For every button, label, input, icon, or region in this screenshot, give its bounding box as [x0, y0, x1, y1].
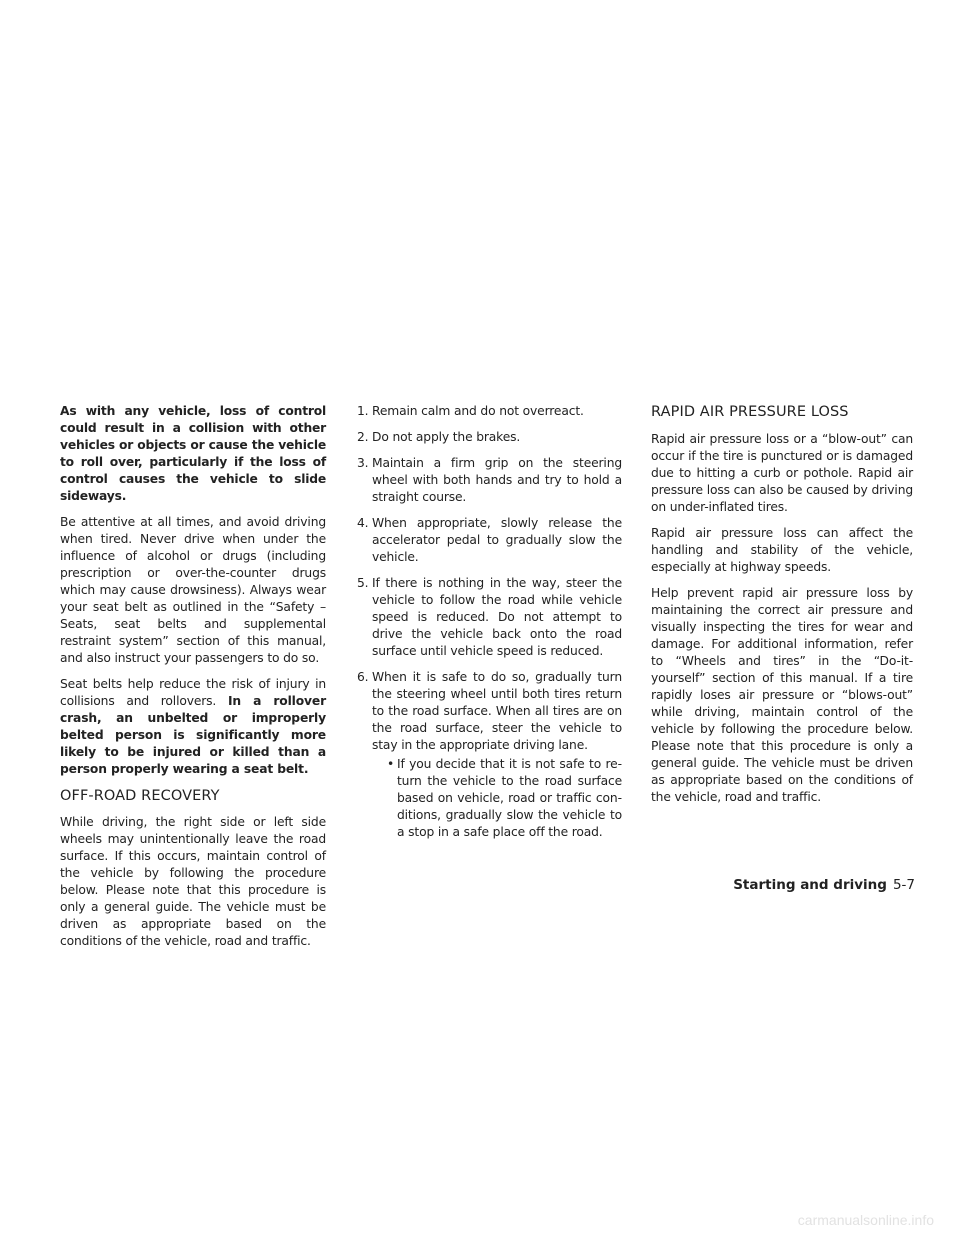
- list-item: [357, 455, 622, 506]
- list-item: [357, 669, 622, 841]
- page-footer: [733, 876, 915, 894]
- step-text: When appropriate, slowly release the accelerator pedal to gradually slow the vehicle.: [372, 516, 622, 564]
- page-number: 5-7: [892, 877, 915, 893]
- list-item: [357, 429, 622, 446]
- bullet-text: If you decide that it is not safe to return the vehicle to the road surface based on vehicle, road or traffic conditions, gradually slow the vehicle to a stop in a safe place off the road.: [397, 757, 622, 839]
- list-item: [357, 575, 622, 660]
- step-text: When it is safe to do so, gradually turn the steering wheel until both tires return to the road surface. When all tires are on the road surface, steer the vehicle to stay in the appropriate driving lane.: [372, 670, 622, 752]
- step-number: 1.: [357, 404, 369, 418]
- seat-belt-paragraph: [60, 676, 326, 778]
- off-road-recovery-paragraph: While driving, the right side or left side wheels may unintentionally leave the road surface. If this occurs, maintain control of the vehicle by following the procedure below. Please note that this procedure is only a general guide. The vehicle must be driven as appropriate based on the conditions of the vehicle, road and traffic.: [60, 815, 326, 948]
- attentive-paragraph: Be attentive at all times, and avoid driving when tired. Never drive when under the influence of alcohol or drugs (including prescription or over-the-counter drugs which may cause drowsiness). Always wear your seat belt as outlined in the “Safety – Seats, seat belts and supplemental restraint system” section of this manual, and also instruct your passengers to do so.: [60, 515, 326, 665]
- bullet-icon: •: [387, 757, 395, 771]
- step-number: 2.: [357, 430, 369, 444]
- watermark-text: carmanualsonline.info: [797, 1212, 934, 1228]
- seat-belt-text: Seat belts help reduce the risk of injury in collisions and rollovers.: [60, 677, 326, 708]
- list-item: [357, 403, 622, 420]
- column-left: [60, 403, 326, 959]
- recovery-steps-list: [357, 403, 622, 841]
- column-right: [651, 403, 913, 815]
- step-text: Maintain a firm grip on the steering wheel with both hands and try to hold a straight course.: [372, 456, 622, 504]
- step-number: 3.: [357, 456, 369, 470]
- section-title: Starting and driving: [733, 877, 887, 893]
- warning-text: As with any vehicle, loss of control could result in a collision with other vehicles or objects or cause the vehicle to roll over, particularly if the loss of control causes the vehicle to slide sideways.: [60, 404, 326, 503]
- prevention-paragraph: Help prevent rapid air pressure loss by maintaining the correct air pressure and visually inspecting the tires for wear and damage. For additional information, refer to “Wheels and tires” in the “Do-it-yourself” section of this manual. If a tire rapidly loses air pressure or “blows-out” while driving, maintain control of the vehicle by following the procedure below. Please note that this procedure is only a general guide. The vehicle must be driven as appropriate based on the conditions of the vehicle, road and traffic.: [651, 586, 913, 804]
- sub-bullet-list: [372, 756, 622, 841]
- list-item: [387, 756, 622, 841]
- handling-paragraph: Rapid air pressure loss can affect the handling and stability of the vehicle, especially at highway speeds.: [651, 526, 913, 574]
- step-number: 6.: [357, 670, 369, 684]
- step-text: If there is nothing in the way, steer the vehicle to follow the road while vehicle speed is reduced. Do not attempt to drive the vehicle back onto the road surface until vehicle speed is reduced.: [372, 576, 622, 658]
- list-item: [357, 515, 622, 566]
- step-text: Do not apply the brakes.: [372, 430, 521, 444]
- step-text: Remain calm and do not overreact.: [372, 404, 584, 418]
- step-number: 5.: [357, 576, 369, 590]
- blowout-paragraph: Rapid air pressure loss or a “blow-out” can occur if the tire is punctured or is damaged due to hitting a curb or pothole. Rapid air pressure loss can also be caused by driving on under-inflated tires.: [651, 432, 913, 514]
- rollover-warning-text: In a rollover crash, an unbelted or improperly belted person is significantly more likely to be injured or killed than a person properly wearing a seat belt.: [60, 694, 326, 776]
- off-road-recovery-heading: OFF-ROAD RECOVERY: [60, 788, 220, 804]
- rapid-air-pressure-loss-heading: RAPID AIR PRESSURE LOSS: [651, 404, 849, 420]
- step-number: 4.: [357, 516, 369, 530]
- column-middle: [357, 403, 622, 850]
